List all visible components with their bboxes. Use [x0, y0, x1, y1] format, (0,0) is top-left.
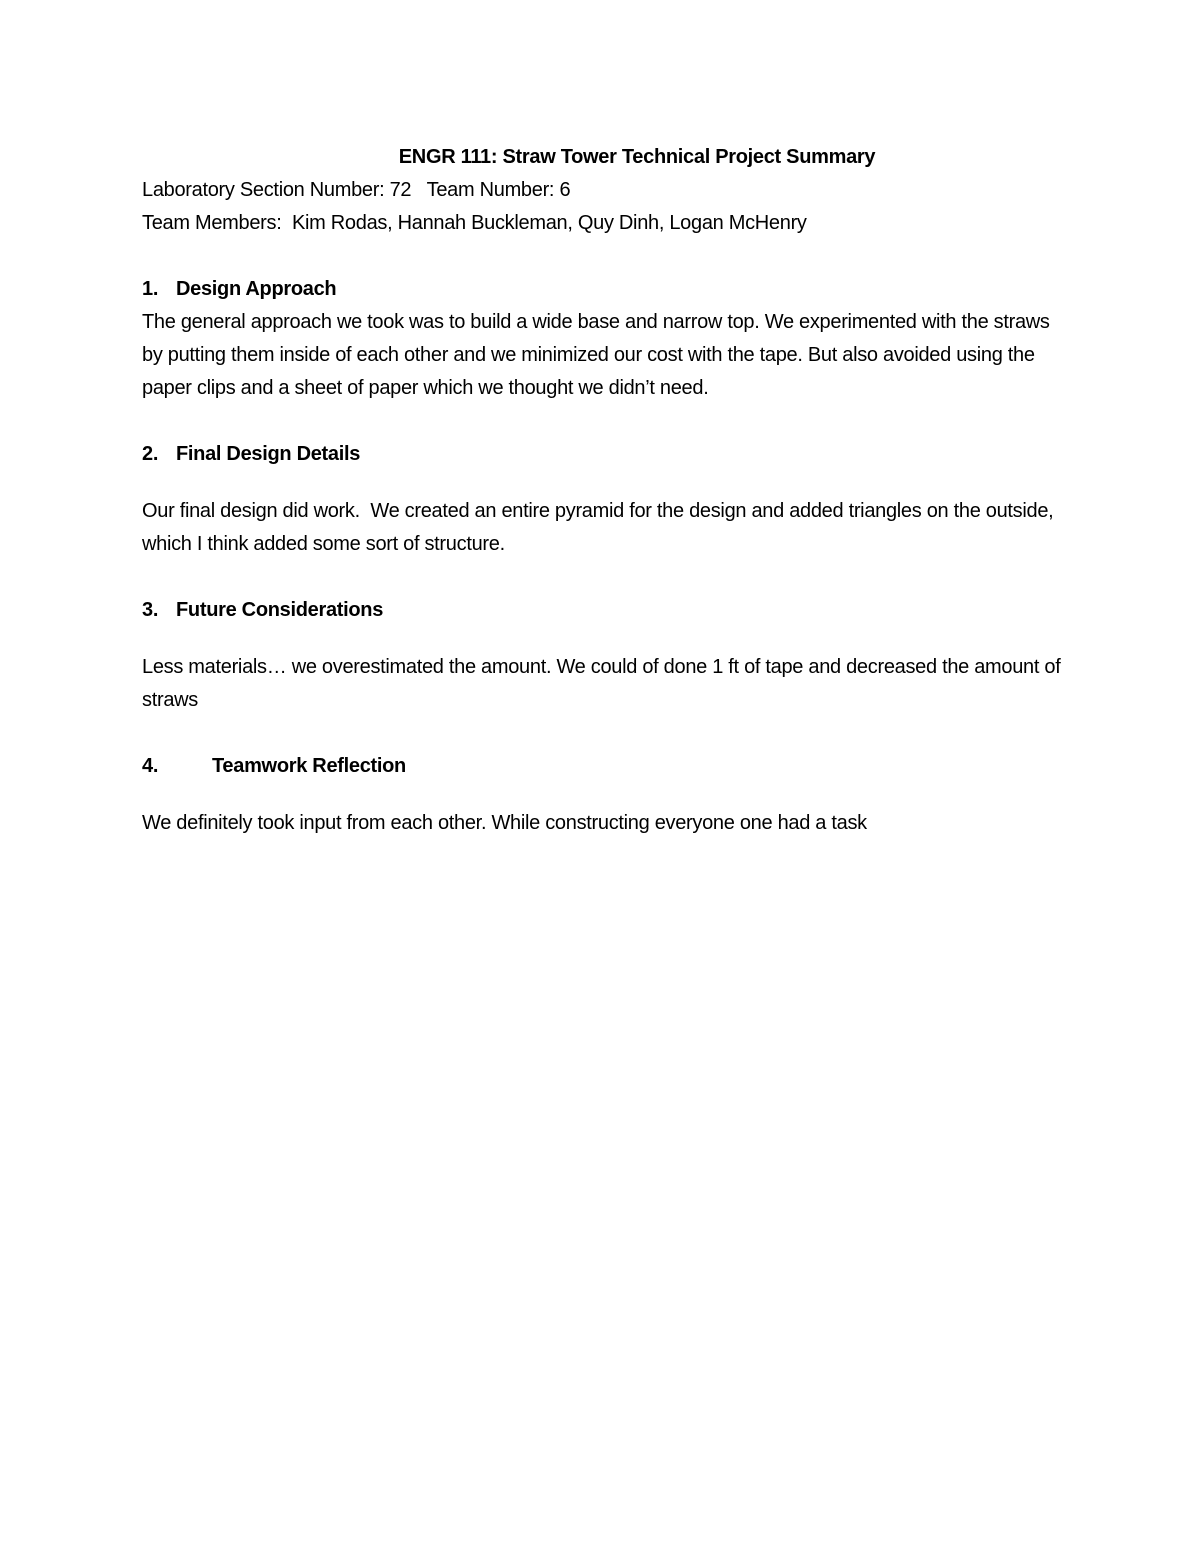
document-content — [142, 141, 1072, 840]
section-body-design-approach: The general approach we took was to build a wide base and narrow top. We experimented with the straws by putting them inside of each other and we minimized our cost with the tape. But also avoided using the paper clips and a sheet of paper which we thought we didn’t need. — [142, 311, 1050, 399]
section-number: 3. — [142, 599, 159, 621]
section-heading-teamwork-reflection — [142, 750, 1072, 783]
section-number: 2. — [142, 443, 159, 465]
section-heading-design-approach — [142, 273, 1072, 306]
section-title: Final Design Details — [176, 443, 361, 465]
section-body-final-design-details: Our final design did work. We created an entire pyramid for the design and added triangles on the outside, which I think added some sort of structure. — [142, 500, 1059, 555]
team-members-line: Team Members: Kim Rodas, Hannah Buckleman, Quy Dinh, Logan McHenry — [142, 212, 807, 234]
section-body-teamwork-reflection: We definitely took input from each other. While constructing everyone one had a task — [142, 812, 867, 834]
section-title: Design Approach — [176, 278, 337, 300]
section-number: 1. — [142, 278, 159, 300]
section-heading-final-design-details — [142, 438, 1072, 471]
section-body-future-considerations: Less materials… we overestimated the amount. We could of done 1 ft of tape and decreased the amount of straws — [142, 656, 1061, 711]
section-number: 4. — [142, 755, 159, 777]
document-title: ENGR 111: Straw Tower Technical Project Summary — [398, 146, 876, 168]
section-heading-future-considerations — [142, 594, 1072, 627]
section-title: Future Considerations — [176, 599, 384, 621]
section-title: Teamwork Reflection — [212, 755, 406, 777]
lab-section-line: Laboratory Section Number: 72 Team Number: 6 — [142, 179, 571, 201]
